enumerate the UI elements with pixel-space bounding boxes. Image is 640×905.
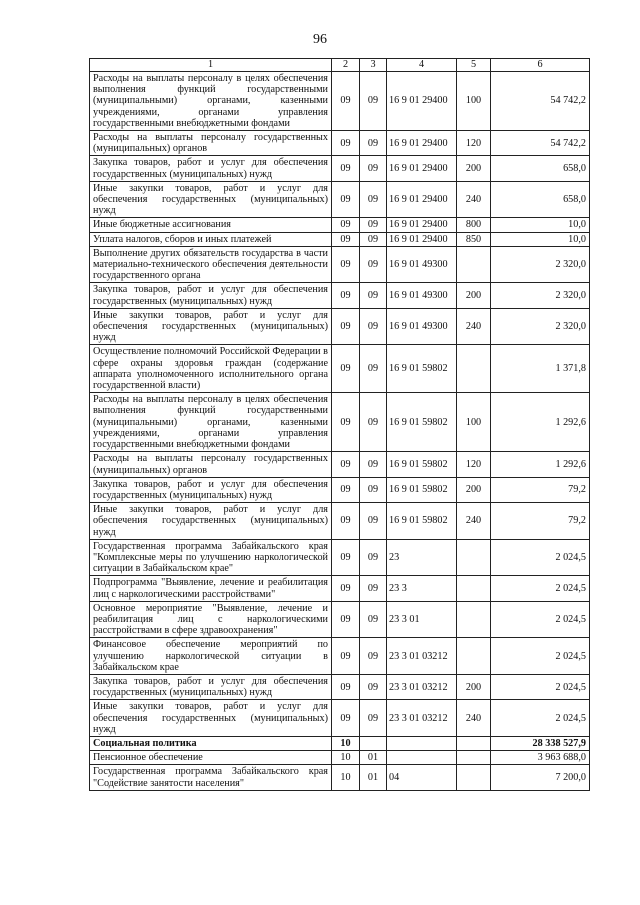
table-row xyxy=(90,393,590,452)
item-name: Основное мероприятие "Выявление, лечение и реабилитация лиц с наркологическими расстройствами в сфере здравоохранения" xyxy=(90,601,332,638)
subsection-code: 09 xyxy=(360,308,387,345)
target-article-code: 16 9 01 59802 xyxy=(387,503,457,540)
amount: 658,0 xyxy=(491,181,590,218)
item-name: Осуществление полномочий Российской Федерации в сфере охраны здоровья граждан (содержание аппарата уполномоченного исполнительного органа государственной власти) xyxy=(90,345,332,393)
table-row xyxy=(90,576,590,601)
table-row xyxy=(90,674,590,699)
expense-type-code xyxy=(457,539,491,576)
subsection-code xyxy=(360,736,387,750)
subsection-code: 09 xyxy=(360,674,387,699)
table-row xyxy=(90,700,590,737)
item-name: Подпрограмма "Выявление, лечение и реабилитация лиц с наркологическими расстройствами" xyxy=(90,576,332,601)
expense-type-code: 100 xyxy=(457,72,491,131)
section-code: 09 xyxy=(332,601,360,638)
item-name: Закупка товаров, работ и услуг для обеспечения государственных (муниципальных) нужд xyxy=(90,674,332,699)
section-code: 09 xyxy=(332,345,360,393)
amount: 1 292,6 xyxy=(491,452,590,477)
item-name: Государственная программа Забайкальского края "Комплексные меры по улучшению наркологической ситуации в Забайкальском крае" xyxy=(90,539,332,576)
item-name: Иные закупки товаров, работ и услуг для обеспечения государственных (муниципальных) нужд xyxy=(90,700,332,737)
amount: 2 320,0 xyxy=(491,283,590,308)
target-article-code: 16 9 01 59802 xyxy=(387,477,457,502)
subsection-code: 09 xyxy=(360,576,387,601)
subsection-code: 01 xyxy=(360,765,387,790)
table-row xyxy=(90,72,590,131)
table-row xyxy=(90,477,590,502)
amount: 10,0 xyxy=(491,218,590,232)
table-row xyxy=(90,308,590,345)
table-row xyxy=(90,503,590,540)
section-code: 09 xyxy=(332,218,360,232)
expense-type-code xyxy=(457,751,491,765)
target-article-code: 16 9 01 29400 xyxy=(387,72,457,131)
table-row xyxy=(90,283,590,308)
amount: 2 024,5 xyxy=(491,601,590,638)
table-row xyxy=(90,246,590,283)
target-article-code: 16 9 01 59802 xyxy=(387,345,457,393)
item-name: Закупка товаров, работ и услуг для обеспечения государственных (муниципальных) нужд xyxy=(90,156,332,181)
amount: 2 024,5 xyxy=(491,674,590,699)
amount: 2 320,0 xyxy=(491,246,590,283)
expense-type-code xyxy=(457,601,491,638)
amount: 2 024,5 xyxy=(491,576,590,601)
table-row xyxy=(90,765,590,790)
expense-type-code: 240 xyxy=(457,308,491,345)
amount: 79,2 xyxy=(491,477,590,502)
section-code: 09 xyxy=(332,308,360,345)
item-name: Закупка товаров, работ и услуг для обеспечения государственных (муниципальных) нужд xyxy=(90,283,332,308)
table-row xyxy=(90,345,590,393)
expense-type-code: 240 xyxy=(457,181,491,218)
section-code: 09 xyxy=(332,156,360,181)
section-code: 10 xyxy=(332,736,360,750)
section-code: 10 xyxy=(332,751,360,765)
table-row xyxy=(90,232,590,246)
section-code: 09 xyxy=(332,638,360,675)
target-article-code: 16 9 01 29400 xyxy=(387,232,457,246)
section-code: 09 xyxy=(332,72,360,131)
subsection-code: 09 xyxy=(360,539,387,576)
target-article-code xyxy=(387,751,457,765)
item-name: Иные закупки товаров, работ и услуг для обеспечения государственных (муниципальных) нужд xyxy=(90,181,332,218)
item-name: Закупка товаров, работ и услуг для обеспечения государственных (муниципальных) нужд xyxy=(90,477,332,502)
subsection-code: 09 xyxy=(360,601,387,638)
budget-table xyxy=(89,58,590,791)
subsection-code: 09 xyxy=(360,393,387,452)
table-row xyxy=(90,452,590,477)
amount: 10,0 xyxy=(491,232,590,246)
table-row xyxy=(90,601,590,638)
amount: 54 742,2 xyxy=(491,72,590,131)
amount: 1 371,8 xyxy=(491,345,590,393)
table-row xyxy=(90,181,590,218)
expense-type-code: 120 xyxy=(457,452,491,477)
amount: 2 024,5 xyxy=(491,539,590,576)
item-name: Финансовое обеспечение мероприятий по улучшению наркологической ситуации в Забайкальском крае xyxy=(90,638,332,675)
expense-type-code xyxy=(457,576,491,601)
amount: 658,0 xyxy=(491,156,590,181)
expense-type-code: 800 xyxy=(457,218,491,232)
expense-type-code: 120 xyxy=(457,131,491,156)
section-code: 09 xyxy=(332,283,360,308)
item-name: Расходы на выплаты персоналу государственных (муниципальных) органов xyxy=(90,452,332,477)
expense-type-code: 850 xyxy=(457,232,491,246)
section-code: 09 xyxy=(332,232,360,246)
table-body xyxy=(90,72,590,791)
target-article-code: 23 3 01 03212 xyxy=(387,638,457,675)
item-name: Расходы на выплаты персоналу в целях обеспечения выполнения функций государственными (муниципальными) органами, казенными учреждениями, органами управления государственными внебюджетными фондами xyxy=(90,393,332,452)
target-article-code: 16 9 01 49300 xyxy=(387,308,457,345)
item-name: Выполнение других обязательств государства в части материально-технического обеспечения деятельности государственного органа xyxy=(90,246,332,283)
subsection-code: 09 xyxy=(360,72,387,131)
section-code: 09 xyxy=(332,393,360,452)
header-cell: 5 xyxy=(457,59,491,72)
target-article-code xyxy=(387,736,457,750)
amount: 2 024,5 xyxy=(491,638,590,675)
table-row xyxy=(90,638,590,675)
section-code: 09 xyxy=(332,700,360,737)
item-name: Государственная программа Забайкальского края "Содействие занятости населения" xyxy=(90,765,332,790)
target-article-code: 23 3 01 03212 xyxy=(387,674,457,699)
target-article-code: 04 xyxy=(387,765,457,790)
table-row xyxy=(90,751,590,765)
subsection-code: 09 xyxy=(360,638,387,675)
subsection-code: 09 xyxy=(360,503,387,540)
target-article-code: 23 xyxy=(387,539,457,576)
target-article-code: 16 9 01 29400 xyxy=(387,218,457,232)
target-article-code: 16 9 01 29400 xyxy=(387,156,457,181)
subsection-code: 09 xyxy=(360,700,387,737)
expense-type-code xyxy=(457,736,491,750)
target-article-code: 23 3 01 03212 xyxy=(387,700,457,737)
amount: 2 024,5 xyxy=(491,700,590,737)
item-name: Уплата налогов, сборов и иных платежей xyxy=(90,232,332,246)
item-name: Пенсионное обеспечение xyxy=(90,751,332,765)
subsection-code: 09 xyxy=(360,218,387,232)
target-article-code: 23 3 01 xyxy=(387,601,457,638)
table-row xyxy=(90,131,590,156)
section-code: 09 xyxy=(332,131,360,156)
subsection-code: 09 xyxy=(360,131,387,156)
target-article-code: 16 9 01 29400 xyxy=(387,181,457,218)
item-name: Иные бюджетные ассигнования xyxy=(90,218,332,232)
table-row xyxy=(90,218,590,232)
item-name: Иные закупки товаров, работ и услуг для обеспечения государственных (муниципальных) нужд xyxy=(90,503,332,540)
section-code: 09 xyxy=(332,576,360,601)
header-cell: 4 xyxy=(387,59,457,72)
subsection-code: 09 xyxy=(360,232,387,246)
subsection-code: 09 xyxy=(360,283,387,308)
target-article-code: 16 9 01 49300 xyxy=(387,246,457,283)
amount: 7 200,0 xyxy=(491,765,590,790)
expense-type-code: 100 xyxy=(457,393,491,452)
section-code: 09 xyxy=(332,674,360,699)
expense-type-code: 200 xyxy=(457,283,491,308)
expense-type-code: 240 xyxy=(457,503,491,540)
subsection-code: 09 xyxy=(360,477,387,502)
subsection-code: 09 xyxy=(360,156,387,181)
amount: 28 338 527,9 xyxy=(491,736,590,750)
subsection-code: 09 xyxy=(360,246,387,283)
amount: 1 292,6 xyxy=(491,393,590,452)
expense-type-code: 240 xyxy=(457,700,491,737)
item-name: Социальная политика xyxy=(90,736,332,750)
table-row xyxy=(90,736,590,750)
expense-type-code: 200 xyxy=(457,156,491,181)
section-code: 09 xyxy=(332,477,360,502)
header-cell: 3 xyxy=(360,59,387,72)
amount: 2 320,0 xyxy=(491,308,590,345)
header-cell: 1 xyxy=(90,59,332,72)
header-cell: 2 xyxy=(332,59,360,72)
item-name: Расходы на выплаты персоналу государственных (муниципальных) органов xyxy=(90,131,332,156)
table-row xyxy=(90,539,590,576)
expense-type-code: 200 xyxy=(457,477,491,502)
amount: 79,2 xyxy=(491,503,590,540)
page-number: 96 xyxy=(313,32,327,47)
target-article-code: 16 9 01 59802 xyxy=(387,452,457,477)
amount: 54 742,2 xyxy=(491,131,590,156)
table-row xyxy=(90,156,590,181)
section-code: 09 xyxy=(332,503,360,540)
item-name: Иные закупки товаров, работ и услуг для обеспечения государственных (муниципальных) нужд xyxy=(90,308,332,345)
amount: 3 963 688,0 xyxy=(491,751,590,765)
section-code: 09 xyxy=(332,452,360,477)
header-cell: 6 xyxy=(491,59,590,72)
section-code: 09 xyxy=(332,246,360,283)
item-name: Расходы на выплаты персоналу в целях обеспечения выполнения функций государственными (муниципальными) органами, казенными учреждениями, органами управления государственными внебюджетными фондами xyxy=(90,72,332,131)
table-header-row xyxy=(90,59,590,72)
section-code: 10 xyxy=(332,765,360,790)
expense-type-code: 200 xyxy=(457,674,491,699)
expense-type-code xyxy=(457,765,491,790)
expense-type-code xyxy=(457,246,491,283)
section-code: 09 xyxy=(332,181,360,218)
target-article-code: 16 9 01 29400 xyxy=(387,131,457,156)
section-code: 09 xyxy=(332,539,360,576)
subsection-code: 09 xyxy=(360,345,387,393)
subsection-code: 09 xyxy=(360,181,387,218)
expense-type-code xyxy=(457,638,491,675)
expense-type-code xyxy=(457,345,491,393)
target-article-code: 16 9 01 49300 xyxy=(387,283,457,308)
subsection-code: 09 xyxy=(360,452,387,477)
target-article-code: 23 3 xyxy=(387,576,457,601)
target-article-code: 16 9 01 59802 xyxy=(387,393,457,452)
subsection-code: 01 xyxy=(360,751,387,765)
